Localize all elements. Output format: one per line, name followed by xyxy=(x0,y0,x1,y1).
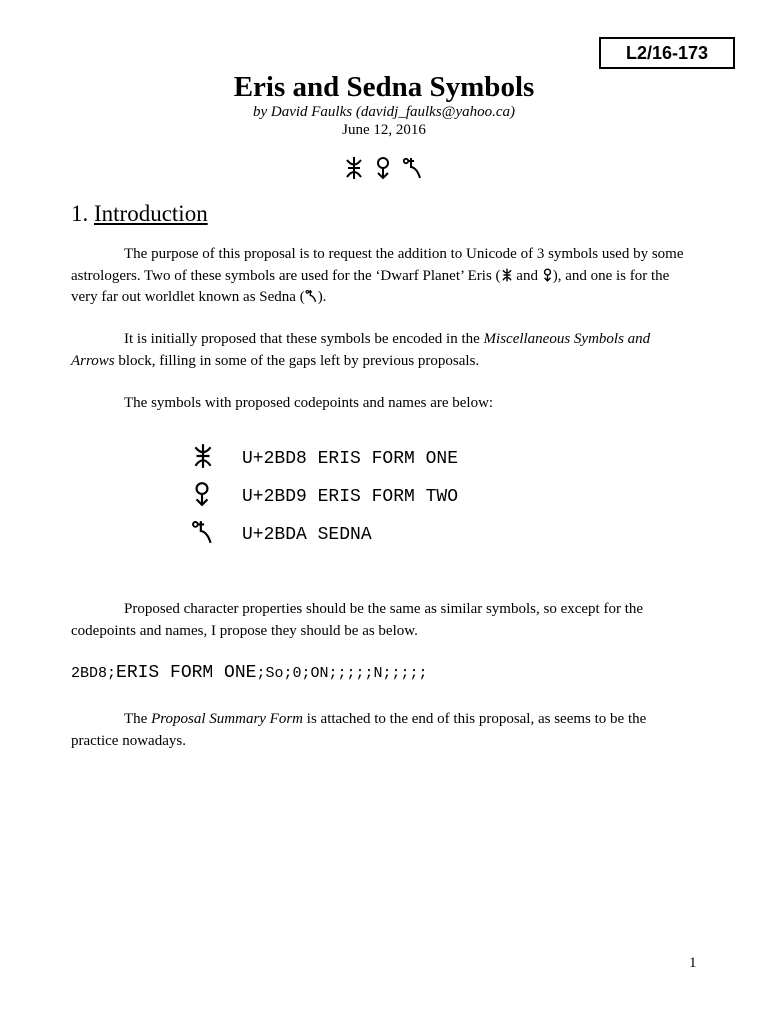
eris-form-one-icon xyxy=(344,156,364,180)
section-number: 1. xyxy=(71,201,89,226)
eris-form-two-icon xyxy=(190,481,214,507)
symbol-codepoint-name: U+2BD9 ERIS FORM TWO xyxy=(242,487,459,507)
paragraph-text: Proposed character properties should be the same as similar symbols, so except for the codepoints and names, I propose they should be as below. xyxy=(71,601,644,639)
paragraph-text: and xyxy=(512,267,542,284)
properties-name: ERIS FORM ONE xyxy=(116,663,257,683)
paragraph-text: ), and one is for the very far out worldlet known as Sedna ( xyxy=(71,267,670,305)
properties-code: 2BD8; xyxy=(71,665,117,682)
eris-form-two-icon xyxy=(542,268,553,282)
page-title: Eris and Sedna Symbols xyxy=(233,71,535,103)
sedna-icon xyxy=(402,156,424,180)
paragraph-text: The symbols with proposed codepoints and names are below: xyxy=(124,395,494,411)
symbol-row xyxy=(190,443,590,473)
paragraph-purpose xyxy=(71,244,691,309)
paragraph-properties xyxy=(71,599,691,642)
symbol-codepoint-name: U+2BD8 ERIS FORM ONE xyxy=(242,449,459,469)
paragraph-text: block, filling in some of the gaps left by previous proposals. xyxy=(114,352,480,369)
document-number-box xyxy=(599,37,735,69)
symbol-codepoint-name: U+2BDA SEDNA xyxy=(242,525,372,545)
properties-line xyxy=(71,663,427,683)
properties-rest: ;So;0;ON;;;;;N;;;;; xyxy=(256,665,428,682)
date-line: June 12, 2016 xyxy=(342,122,426,138)
paragraph-encoding xyxy=(71,329,691,372)
sedna-icon xyxy=(305,289,318,303)
paragraph-text: is attached to the end of this proposal, as seems to be the practice nowadays. xyxy=(71,711,647,749)
eris-form-two-icon xyxy=(374,156,392,180)
sedna-icon xyxy=(190,519,216,545)
header-glyph-row xyxy=(0,156,768,182)
paragraph-symbols-intro xyxy=(71,393,691,415)
eris-form-one-icon xyxy=(501,268,513,282)
eris-form-one-icon xyxy=(190,443,216,469)
symbol-row xyxy=(190,519,590,549)
author-line: by David Faulks (davidj_faulks@yahoo.ca) xyxy=(252,104,516,120)
block-name: Miscellaneous Symbols and Arrows xyxy=(71,331,651,369)
page-number: 1 xyxy=(689,955,697,971)
section-heading xyxy=(71,199,208,229)
section-title: Introduction xyxy=(94,201,208,226)
document-number: L2/16-173 xyxy=(625,43,709,63)
symbol-row xyxy=(190,481,590,511)
paragraph-text: The purpose of this proposal is to request the addition to Unicode of 3 symbols used by some astrologers. Two of these symbols are used for the ‘Dwarf Planet’ Eris ( xyxy=(71,246,684,284)
paragraph-text: ). xyxy=(317,289,327,305)
form-name: Proposal Summary Form xyxy=(151,711,304,727)
paragraph-summary-form xyxy=(71,709,691,752)
paragraph-text: The xyxy=(124,711,152,727)
paragraph-text: It is initially proposed that these symbols be encoded in the xyxy=(124,331,484,347)
